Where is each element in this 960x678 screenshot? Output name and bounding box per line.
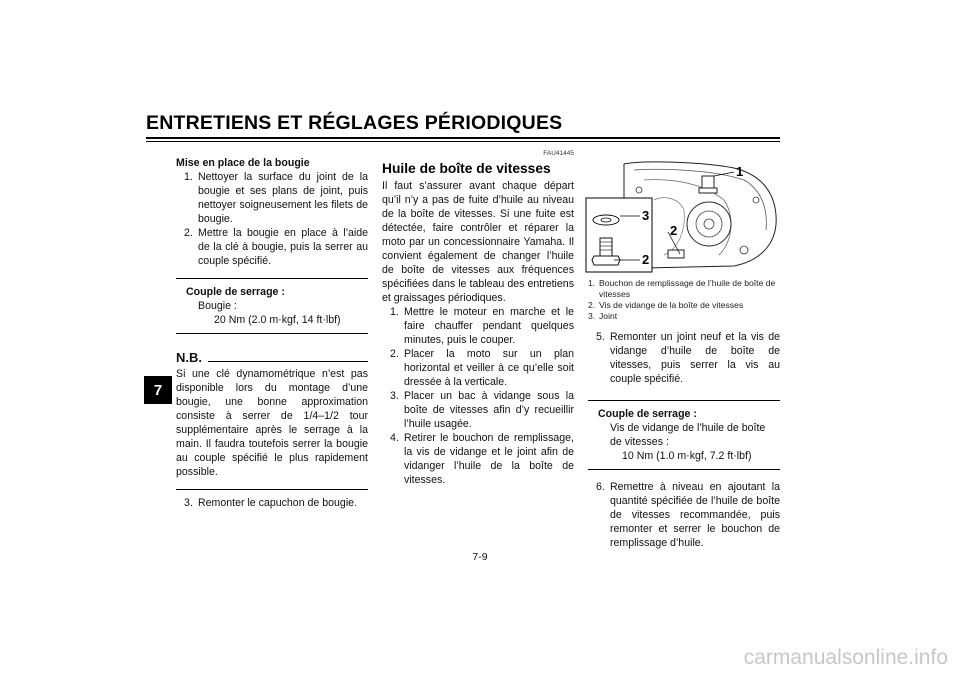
- spec-item: Bougie :: [198, 300, 237, 312]
- step-number: 6.: [596, 481, 605, 493]
- step-text: Remonter le capuchon de bougie.: [198, 497, 358, 509]
- step-item: [390, 431, 574, 487]
- step-number: 3.: [184, 497, 193, 509]
- caption-item: [588, 311, 780, 322]
- step-text: Mettre le moteur en marche et le faire chauffer pendant quelques minutes, puis le couper.: [404, 306, 574, 346]
- torque-spec-box: [176, 278, 368, 334]
- step-text: Retirer le bouchon de remplissage, la vis de vidange et le joint afin de vidanger l’huile de la boîte de vitesses.: [404, 432, 574, 486]
- figure-callout-label: 3: [642, 208, 650, 223]
- step-number: 2.: [390, 348, 399, 360]
- note-end-rule: [176, 489, 368, 490]
- watermark: carmanualsonline.info: [743, 646, 948, 669]
- left-column: [176, 156, 368, 510]
- section-heading: Mise en place de la bougie: [176, 157, 310, 169]
- figure-callout-label: 2: [670, 223, 678, 238]
- header-rule-thin: [146, 141, 780, 142]
- caption-text: Bouchon de remplissage de l’huile de boîte de vitesses: [599, 278, 776, 299]
- engine-illustration: [584, 160, 780, 274]
- step-item: [588, 480, 780, 550]
- caption-number: 1.: [588, 278, 596, 288]
- step-item: [184, 170, 368, 226]
- step-number: 4.: [390, 432, 399, 444]
- chapter-tab: 7: [144, 376, 172, 404]
- spec-value: 20 Nm (2.0 m·kgf, 14 ft·lbf): [214, 314, 341, 326]
- transmission-oil-figure: [584, 160, 780, 274]
- step-item: [176, 496, 368, 510]
- step-number: 1.: [184, 171, 193, 183]
- step-item: [184, 226, 368, 268]
- caption-text: Vis de vidange de la boîte de vitesses: [599, 300, 744, 310]
- spec-title: Couple de serrage :: [598, 408, 697, 420]
- figure-callout-label: 2: [642, 252, 650, 267]
- step-number: 2.: [184, 227, 193, 239]
- step-item: [390, 305, 574, 347]
- section-code: FAU41445: [543, 150, 574, 157]
- middle-column: [382, 150, 574, 487]
- step-number: 3.: [390, 390, 399, 402]
- torque-spec-box: [588, 400, 780, 470]
- note-header: [176, 350, 368, 365]
- step-text: Remettre à niveau en ajoutant la quantité spécifiée de l’huile de boîte de vitesses recommandée, puis remonter et serrer le bouchon de remplissage d’huile.: [610, 481, 780, 549]
- page-header-title: ENTRETIENS ET RÉGLAGES PÉRIODIQUES: [146, 112, 563, 134]
- spec-item: Vis de vidange de l’huile de boîte de vitesses :: [610, 422, 766, 448]
- intro-paragraph: Il faut s’assurer avant chaque départ qu’il n’y a pas de fuite d’huile au niveau de la boîte de vitesses. Si une fuite est détectée, faire contrôler et réparer la moto par un concessionnaire Yamaha. Il convient également de changer l’huile de boîte de vitesses aux fréquences spécifiées dans le tableau des entretiens et graissages périodiques.: [382, 180, 574, 304]
- caption-item: [588, 300, 780, 311]
- note-label: N.B.: [176, 350, 202, 365]
- caption-text: Joint: [599, 311, 618, 321]
- step-text: Mettre la bougie en place à l’aide de la clé à bougie, puis la serrer au couple spécifié.: [198, 227, 368, 267]
- step-text: Placer un bac à vidange sous la boîte de vitesses afin d’y recueillir l’huile usagée.: [404, 390, 574, 430]
- step-item: [390, 389, 574, 431]
- step-item: [588, 330, 780, 386]
- spec-value: 10 Nm (1.0 m·kgf, 7.2 ft·lbf): [622, 450, 752, 462]
- section-title: Huile de boîte de vitesses: [382, 161, 551, 176]
- caption-item: [588, 278, 780, 300]
- note-text: Si une clé dynamométrique n’est pas disponible lors du montage d’une bougie, une bonne approximation consiste à serrer de 1/4–1/2 tour supplémentaire après le serrage à la main. Il faudra toutefois serrer la bougie au couple spécifié le plus rapidement possible.: [176, 368, 368, 478]
- step-text: Remonter un joint neuf et la vis de vidange d’huile de boîte de vitesses, puis serrer la vis au couple spécifié.: [610, 331, 780, 385]
- step-number: 1.: [390, 306, 399, 318]
- step-text: Placer la moto sur un plan horizontal et veiller à ce qu’elle soit dressée à la verticale.: [404, 348, 574, 388]
- right-column: [588, 278, 780, 550]
- caption-number: 3.: [588, 311, 596, 321]
- spec-title: Couple de serrage :: [186, 286, 285, 298]
- step-text: Nettoyer la surface du joint de la bougie et ses plans de joint, puis nettoyer soigneusement les filets de bougie.: [198, 171, 368, 225]
- figure-callout-label: 1: [736, 164, 744, 179]
- step-number: 5.: [596, 331, 605, 343]
- note-rule: [208, 361, 368, 362]
- step-item: [390, 347, 574, 389]
- caption-number: 2.: [588, 300, 596, 310]
- page-number: 7-9: [472, 551, 488, 563]
- header-rule: [146, 137, 780, 139]
- figure-captions: [588, 278, 780, 322]
